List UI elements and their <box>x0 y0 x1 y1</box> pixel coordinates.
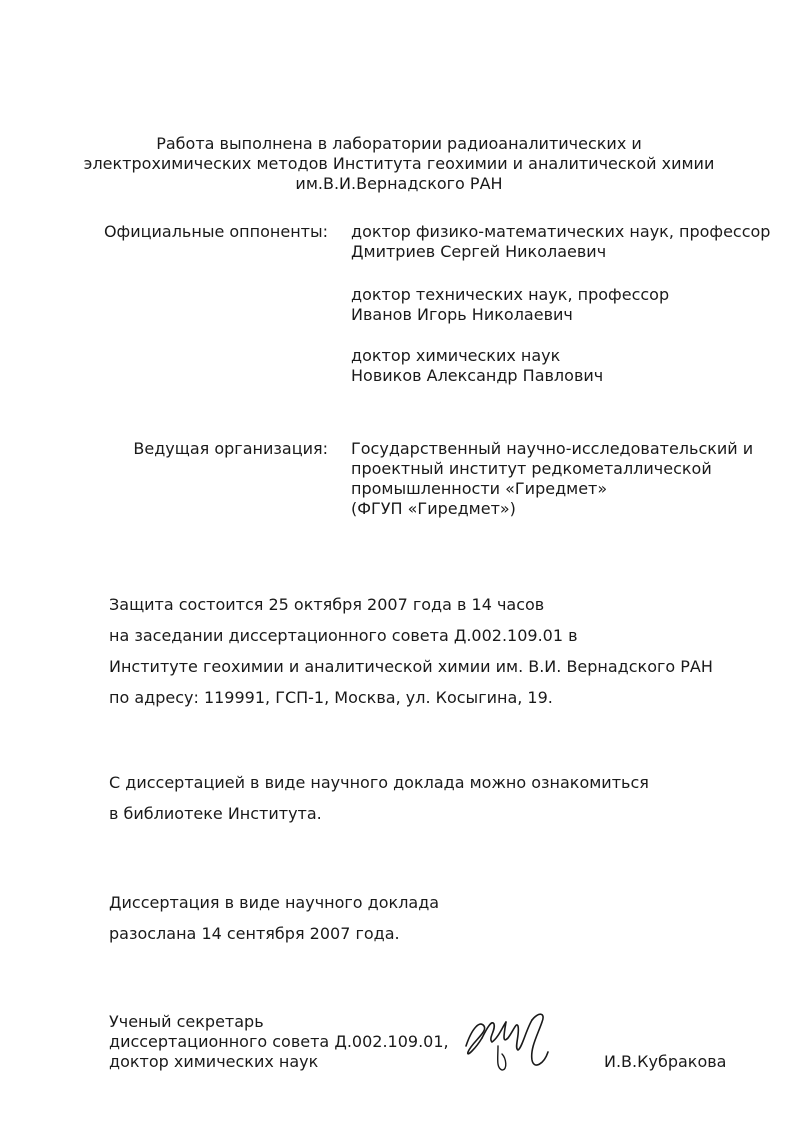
defense-line: Защита состоится 25 октября 2007 года в 14 часов <box>109 595 545 614</box>
distributed-block <box>109 887 439 949</box>
header-line: им.В.И.Вернадского РАН <box>295 174 503 193</box>
opponent-entry <box>351 285 669 325</box>
header-line: электрохимических методов Института геохимии и аналитической химии <box>83 154 715 173</box>
leading-org-line: проектный институт редкометаллической <box>351 459 712 478</box>
secretary-line: диссертационного совета Д.002.109.01, <box>109 1032 449 1051</box>
library-line: С диссертацией в виде научного доклада можно ознакомиться <box>109 773 649 792</box>
leading-org-text <box>351 439 753 519</box>
leading-org-line: (ФГУП «Гиредмет») <box>351 499 516 518</box>
secretary-name: И.В.Кубракова <box>604 1052 727 1071</box>
distributed-line: разослана 14 сентября 2007 года. <box>109 924 400 943</box>
leading-org-line: промышленности «Гиредмет» <box>351 479 608 498</box>
library-line: в библиотеке Института. <box>109 804 322 823</box>
defense-line: на заседании диссертационного совета Д.002.109.01 в <box>109 626 578 645</box>
leading-org-label: Ведущая организация: <box>133 439 328 458</box>
opponent-title: доктор физико-математических наук, профессор <box>351 222 771 241</box>
header-line: Работа выполнена в лаборатории радиоаналитических и <box>156 134 642 153</box>
library-block <box>109 767 649 829</box>
secretary-block <box>109 1012 449 1072</box>
opponent-name: Дмитриев Сергей Николаевич <box>351 242 607 261</box>
opponents-label: Официальные оппоненты: <box>103 222 328 241</box>
secretary-line: Ученый секретарь <box>109 1012 264 1031</box>
signature <box>458 1008 558 1076</box>
leading-org-line: Государственный научно-исследовательский и <box>351 439 754 458</box>
defense-line: Институте геохимии и аналитической химии им. В.И. Вернадского РАН <box>109 657 713 676</box>
opponent-entry <box>351 346 603 386</box>
secretary-line: доктор химических наук <box>109 1052 319 1071</box>
opponent-entry <box>351 222 770 262</box>
opponent-title: доктор технических наук, профессор <box>351 285 670 304</box>
opponent-name: Новиков Александр Павлович <box>351 366 604 385</box>
opponent-title: доктор химических наук <box>351 346 561 365</box>
defense-line: по адресу: 119991, ГСП-1, Москва, ул. Косыгина, 19. <box>109 688 553 707</box>
distributed-line: Диссертация в виде научного доклада <box>109 893 440 912</box>
defense-block <box>109 589 713 713</box>
opponent-name: Иванов Игорь Николаевич <box>351 305 573 324</box>
header-block <box>0 134 798 194</box>
